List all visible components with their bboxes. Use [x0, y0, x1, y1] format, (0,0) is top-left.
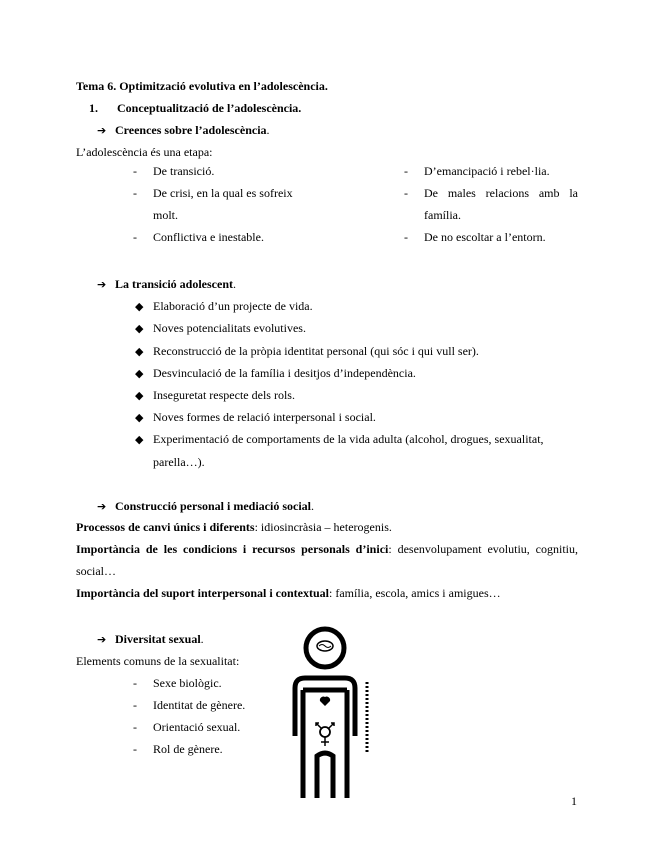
section-number: 1. — [89, 101, 98, 115]
list-item: - De no escoltar a l’entorn. — [404, 230, 546, 244]
section-label: Conceptualització de l’adolescència. — [117, 101, 302, 115]
list-item: ◆ Noves potencialitats evolutives. — [135, 321, 306, 335]
list-item: - Orientació sexual. — [133, 720, 241, 734]
diamond-bullet-icon: ◆ — [135, 345, 144, 358]
list-item: - Identitat de gènere. — [133, 698, 246, 712]
transgender-symbol-icon — [320, 727, 330, 737]
list-item: - De crisi, en la qual es sofreix molt. — [133, 186, 293, 222]
sexual-diversity-figure-icon — [283, 626, 373, 802]
arrow-icon: ➔ — [97, 278, 107, 291]
diamond-bullet-icon: ◆ — [135, 411, 144, 424]
construccio-paragraph-1: Processos de canvi únics i diferents: idiosincràsia – heterogenis. — [76, 520, 392, 534]
list-item: - De males relacions amb la família. — [404, 186, 578, 222]
creences-intro: L’adolescència és una etapa: — [76, 145, 213, 159]
diamond-bullet-icon: ◆ — [135, 389, 144, 402]
diversitat-heading: ➔ Diversitat sexual. — [97, 632, 204, 646]
construccio-paragraph-3: Importància del suport interpersonal i contextual: família, escola, amics i amigues… — [76, 586, 501, 600]
diversitat-intro: Elements comuns de la sexualitat: — [76, 654, 240, 668]
list-item: ◆ Inseguretat respecte dels rols. — [135, 388, 295, 402]
list-item: - Sexe biològic. — [133, 676, 222, 690]
creences-heading: ➔ Creences sobre l’adolescència. — [97, 123, 270, 137]
construccio-paragraph-2: Importància de les condicions i recursos personals d’inici: desenvolupament evolutiu, cognitiu, social… — [76, 542, 578, 578]
diamond-bullet-icon: ◆ — [135, 322, 144, 335]
section-heading-1 — [89, 101, 301, 115]
list-item: ◆ Desvinculació de la família i desitjos d’independència. — [135, 366, 416, 380]
diamond-bullet-icon: ◆ — [135, 367, 144, 380]
document-title: Tema 6. Optimització evolutiva en l’adolescència. — [76, 79, 328, 93]
list-item: - Conflictiva e inestable. — [133, 230, 264, 244]
arrow-icon: ➔ — [97, 633, 107, 646]
construccio-heading: ➔ Construcció personal i mediació social. — [97, 499, 314, 513]
list-item: ◆ Experimentació de comportaments de la vida adulta (alcohol, drogues, sexualitat, — [135, 432, 544, 446]
list-item: - Rol de gènere. — [133, 742, 223, 756]
arrow-icon: ➔ — [97, 500, 107, 513]
list-item-continuation: parella…). — [153, 455, 205, 469]
list-item: ◆ Reconstrucció de la pròpia identitat personal (qui sóc i qui vull ser). — [135, 344, 479, 358]
diamond-bullet-icon: ◆ — [135, 433, 144, 446]
page-number: 1 — [571, 794, 577, 808]
creences-left-list — [133, 160, 313, 248]
list-item: ◆ Noves formes de relació interpersonal i social. — [135, 410, 376, 424]
creences-right-list — [404, 160, 578, 248]
list-item: ◆ Elaboració d’un projecte de vida. — [135, 299, 313, 313]
transicio-heading: ➔ La transició adolescent. — [97, 277, 236, 291]
diamond-bullet-icon: ◆ — [135, 300, 144, 313]
heart-icon — [320, 697, 330, 706]
list-item: - De transició. — [133, 164, 215, 178]
list-item: - D’emancipació i rebel·lia. — [404, 164, 550, 178]
arrow-icon: ➔ — [97, 124, 107, 137]
